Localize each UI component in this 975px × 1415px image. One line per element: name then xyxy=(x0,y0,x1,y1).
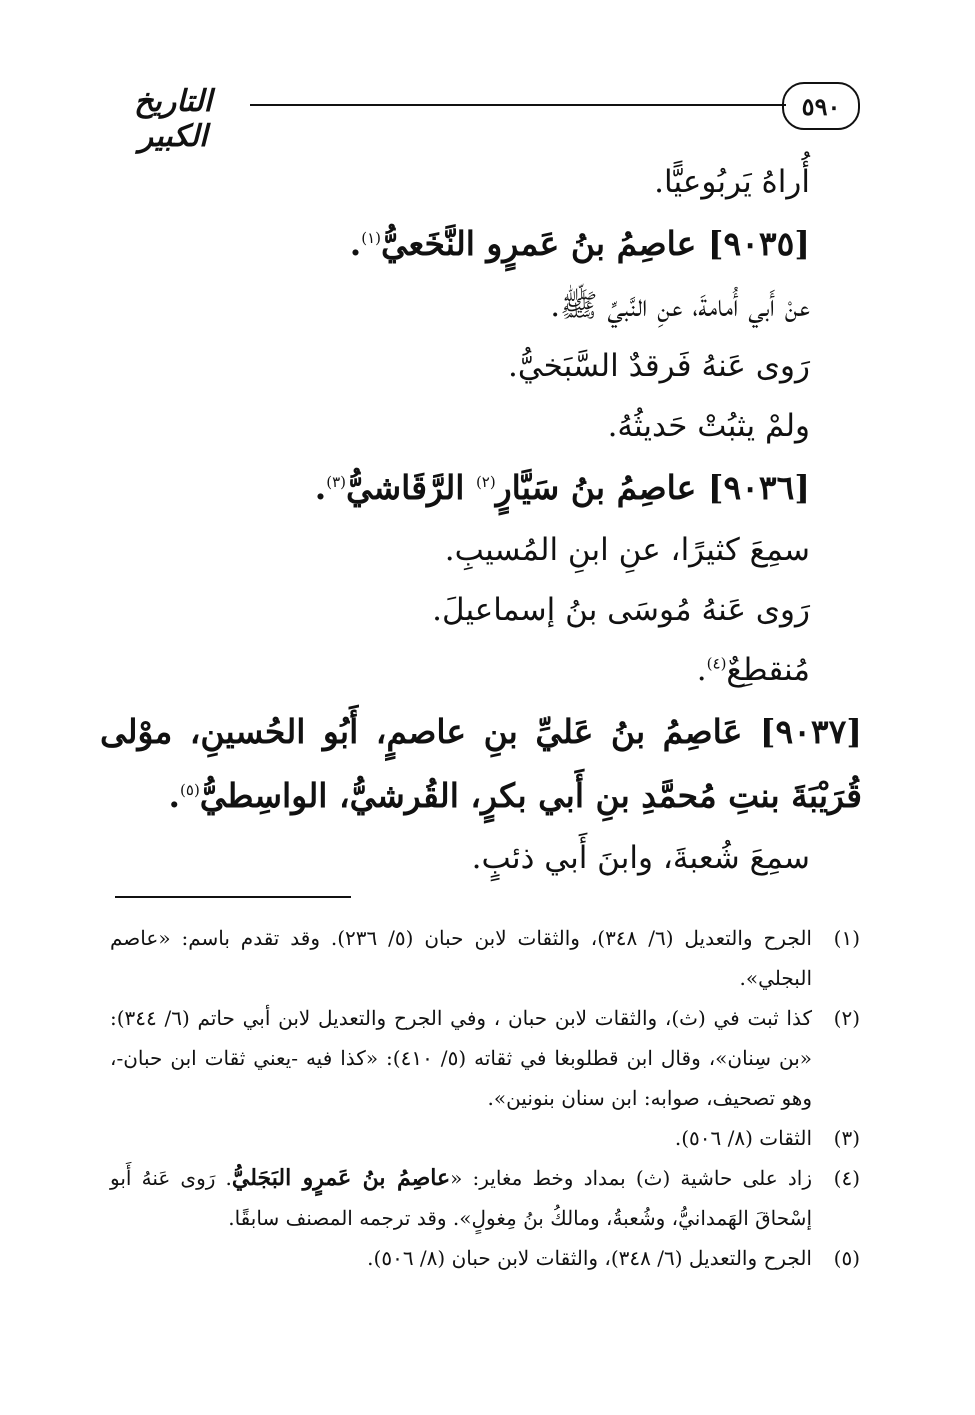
footnote-text xyxy=(110,1158,812,1238)
footnote xyxy=(110,998,860,1118)
footnote-bold-name: عاصِمُ بنُ عَمرٍو البَجَليُّ xyxy=(231,1165,451,1191)
text-line: عنْ أَبي أُمامةَ، عنِ النَّبيِّ ﷺ. xyxy=(550,288,810,324)
entry-number: [٩٠٣٥] xyxy=(707,224,810,263)
footnote-text-part: زاد على حاشية (ث) بمداد وخط مغاير: « xyxy=(450,1166,812,1190)
text-line: أُراهُ يَربُوعيًّا. xyxy=(654,164,810,200)
entry-nisba: الرَّقَاشيُّ xyxy=(346,468,465,507)
footnote-marker: (٤) xyxy=(833,1166,860,1190)
page-header xyxy=(100,82,860,154)
footnotes xyxy=(110,918,860,1278)
text-line: ولمْ يثبُتْ حَديثُهُ. xyxy=(607,408,810,444)
main-text xyxy=(100,152,862,888)
footnote-ref[interactable]: (٣) xyxy=(326,473,347,491)
footnote-text-part: . رَوى عَنهُ أَبو إسْحاقَ الهَمدانيُّ، وشُعبةُ، ومالكُ بنُ مِغولٍ». وقد ترجمه المصنف سابقًا. xyxy=(110,1166,812,1230)
entry-name: عاصِمُ بنُ عَمرٍو النَّخَعيُّ xyxy=(381,224,697,263)
text-line: مُنقطِعٌ$^{(٤)}$. xyxy=(696,652,810,688)
footnote-ref[interactable]: (٤) xyxy=(706,654,727,673)
text-line: رَوى عَنهُ مُوسَى بنُ إسماعيلَ. xyxy=(432,592,810,628)
text-line: رَوى عَنهُ فَرقدٌ السَّبَخيُّ. xyxy=(507,348,810,384)
entry-heading-9037: [٩٠٣٧] عَاصِمُ بنُ عَليِّ بنِ عاصمٍ، أَبُو الحُسينِ، موْلى قُرَيْبَةَ بنتِ مُحمَّدِ بنِ أَبي بكرٍ، القُرشيُّ، الواسِطيُّ$^{(٥)}$. xyxy=(100,712,862,815)
book-title: التاريخ الكبير xyxy=(134,84,212,154)
footnote-marker: (٣) xyxy=(833,1126,860,1150)
footnote-text: الجرح والتعديل (٦/ ٣٤٨)، والثقات لابن حبان (٨/ ٥٠٦). xyxy=(367,1246,812,1270)
entry-name: عاصِمُ بنُ سَيَّارٍ xyxy=(495,468,697,507)
text-fragment: مُنقطِعٌ xyxy=(726,652,810,688)
entry-number: [٩٠٣٧] xyxy=(759,712,862,751)
page-number: ٥٩٠ xyxy=(782,82,860,130)
entry-heading-9036: [٩٠٣٦] عاصِمُ بنُ سَيَّارٍ$^{(٢)}$ الرَّقَاشيُّ$^{(٣)}$. xyxy=(314,468,810,507)
header-rule xyxy=(250,104,786,106)
footnote xyxy=(110,1158,860,1238)
footnote-marker: (٥) xyxy=(833,1246,860,1270)
entry-name: عَاصِمُ بنُ عَليِّ بنِ عاصمٍ، أَبُو الحُسينِ، موْلى قُرَيْبَةَ بنتِ مُحمَّدِ بنِ أَبي بكرٍ، القُرشيُّ، الواسِطيُّ xyxy=(100,712,862,815)
footnote xyxy=(110,1238,860,1278)
footnote xyxy=(110,1118,860,1158)
footnote-marker: (١) xyxy=(833,926,860,950)
footnote-ref[interactable]: (٢) xyxy=(475,473,496,491)
entry-number: [٩٠٣٦] xyxy=(707,468,810,507)
entry-heading-9035: [٩٠٣٥] عاصِمُ بنُ عَمرٍو النَّخَعيُّ$^{(١)}$. xyxy=(349,224,810,263)
footnote-marker: (٢) xyxy=(833,1006,860,1030)
footnote xyxy=(110,918,860,998)
footnote-ref[interactable]: (١) xyxy=(361,229,382,247)
footnote-text: الثقات (٨/ ٥٠٦). xyxy=(674,1126,812,1150)
footnote-text: كذا ثبت في (ث)، والثقات لابن حبان ، وفي الجرح والتعديل لابن أبي حاتم (٦/ ٣٤٤): «بن سِنان»، وقال ابن قطلوبغا في ثقاته (٥/ ٤١٠): «كذا فيه -يعني ثقات ابن حبان-، وهو تصحيف، صوابه: ابن سنان بنونين». xyxy=(110,1006,812,1110)
footnote-separator xyxy=(115,896,351,898)
footnote-text: الجرح والتعديل (٦/ ٣٤٨)، والثقات لابن حبان (٥/ ٢٣٦). وقد تقدم باسم: «عاصم البجلي». xyxy=(110,926,812,990)
footnote-ref[interactable]: (٥) xyxy=(180,781,200,799)
text-line: سمِعَ شُعبةَ، وابنَ أَبي ذئبٍ. xyxy=(471,840,810,876)
text-line: سمِعَ كثيرًا، عنِ ابنِ المُسيبِ. xyxy=(444,532,810,568)
